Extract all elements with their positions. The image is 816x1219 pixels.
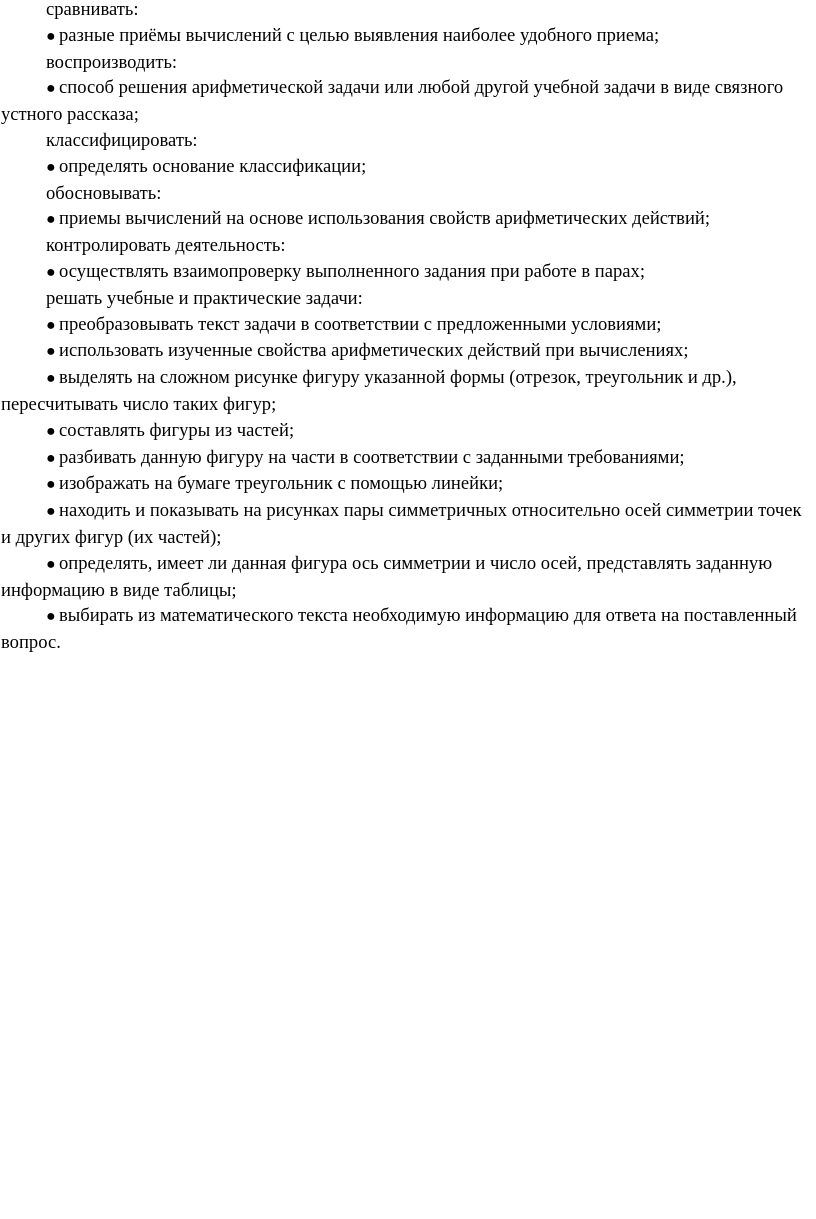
- bullet-item: ● определять основание классификации;: [1, 154, 816, 181]
- bullet-icon: ●: [46, 476, 56, 494]
- bullet-icon: ●: [46, 555, 56, 573]
- bullet-item: ● выделять на сложном рисунке фигуру указанной формы (отрезок, треугольник и др.), пересчитывать число таких фигур;: [1, 367, 737, 415]
- bullet-item: ● осуществлять взаимопроверку выполненного задания при работе в парах;: [1, 259, 816, 286]
- bullet-icon: ●: [46, 608, 56, 626]
- section-heading-classify: классифицировать:: [46, 129, 198, 151]
- bullet-icon: ●: [46, 27, 56, 45]
- bullet-icon: ●: [46, 263, 56, 281]
- section-heading-justify: обосновывать:: [46, 182, 162, 204]
- bullet-icon: ●: [46, 158, 56, 176]
- bullet-icon: ●: [46, 370, 56, 388]
- bullet-item: ● приемы вычислений на основе использования свойств арифметических действий;: [1, 206, 816, 233]
- bullet-icon: ●: [46, 503, 56, 521]
- bullet-icon: ●: [46, 211, 56, 229]
- bullet-item: ● способ решения арифметической задачи или любой другой учебной задачи в виде связного устного рассказа;: [1, 77, 784, 126]
- bullet-icon: ●: [46, 80, 56, 98]
- bullet-item: ● находить и показывать на рисунках пары симметричных относительно осей симметрии точек и других фигур (их частей);: [1, 500, 802, 548]
- bullet-icon: ●: [46, 316, 56, 334]
- section-heading-compare: сравнивать:: [46, 0, 139, 20]
- bullet-item: ● использовать изученные свойства арифметических действий при вычислениях;: [1, 338, 816, 365]
- section-heading-control: контролировать деятельность:: [46, 235, 286, 257]
- section-heading-solve: решать учебные и практические задачи:: [46, 287, 363, 309]
- bullet-item: ● преобразовывать текст задачи в соответствии с предложенными условиями;: [1, 312, 816, 339]
- bullet-item: ● разные приёмы вычислений с целью выявления наиболее удобного приема;: [1, 23, 816, 50]
- section-heading-reproduce: воспроизводить:: [46, 51, 178, 73]
- bullet-item: ● выбирать из математического текста необходимую информацию для ответа на поставленный вопрос.: [1, 605, 797, 654]
- bullet-item: ● изображать на бумаге треугольник с помощью линейки;: [1, 471, 816, 498]
- bullet-item: ● определять, имеет ли данная фигура ось симметрии и число осей, представлять заданную информацию в виде таблицы;: [1, 552, 773, 601]
- bullet-item: ● составлять фигуры из частей;: [1, 418, 816, 445]
- bullet-icon: ●: [46, 449, 56, 467]
- bullet-icon: ●: [46, 343, 56, 361]
- bullet-icon: ●: [46, 422, 56, 440]
- bullet-item: ● разбивать данную фигуру на части в соответствии с заданными требованиями;: [1, 445, 816, 472]
